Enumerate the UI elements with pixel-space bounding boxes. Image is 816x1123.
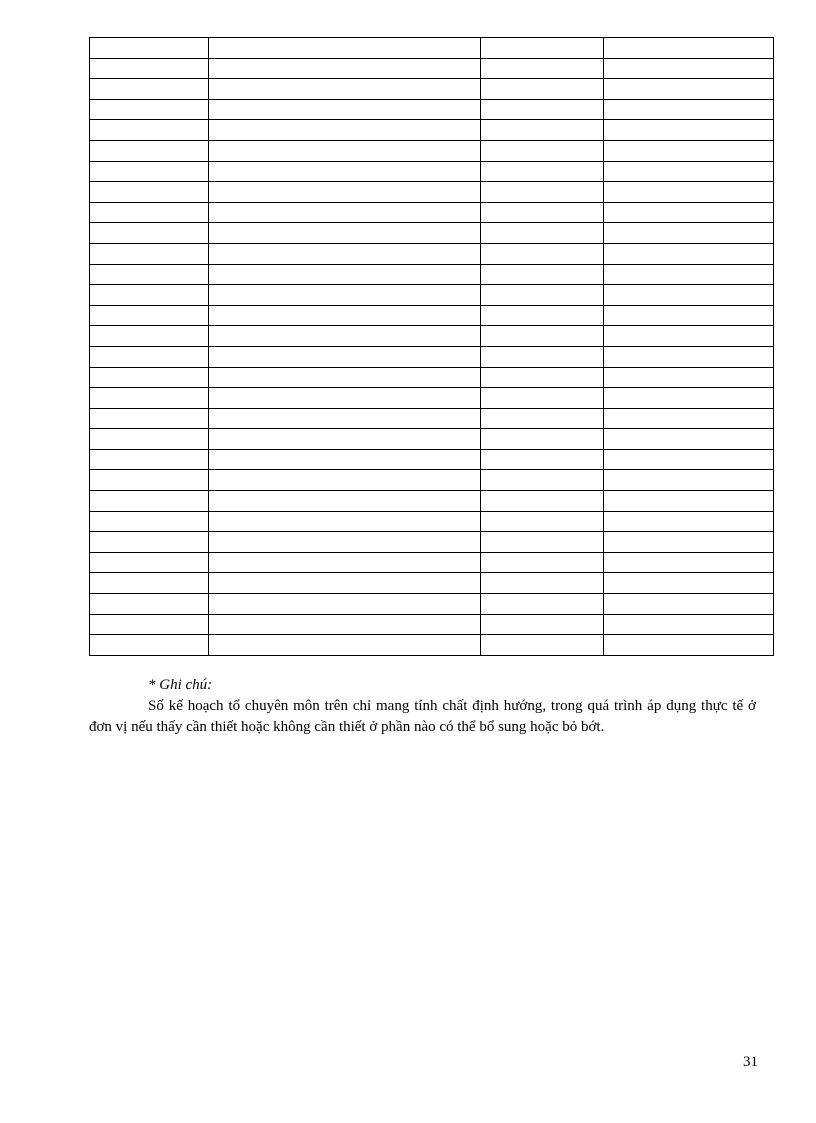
table-cell bbox=[90, 367, 209, 388]
table-cell bbox=[209, 573, 481, 594]
table-cell bbox=[90, 120, 209, 141]
table-cell bbox=[209, 449, 481, 470]
table-row bbox=[90, 326, 774, 347]
table-cell bbox=[604, 161, 774, 182]
table-cell bbox=[90, 58, 209, 79]
table-cell bbox=[90, 99, 209, 120]
table-cell bbox=[209, 511, 481, 532]
table-cell bbox=[209, 161, 481, 182]
table-cell bbox=[209, 38, 481, 59]
table-cell bbox=[209, 120, 481, 141]
table-cell bbox=[90, 140, 209, 161]
table-row bbox=[90, 470, 774, 491]
table-cell bbox=[481, 120, 604, 141]
table-cell bbox=[481, 449, 604, 470]
table-cell bbox=[90, 552, 209, 573]
table-cell bbox=[604, 326, 774, 347]
table-cell bbox=[604, 305, 774, 326]
table-cell bbox=[604, 367, 774, 388]
table-row bbox=[90, 511, 774, 532]
table-cell bbox=[90, 305, 209, 326]
table-cell bbox=[209, 285, 481, 306]
table-row bbox=[90, 58, 774, 79]
table-cell bbox=[90, 408, 209, 429]
table-cell bbox=[209, 532, 481, 553]
table-cell bbox=[209, 614, 481, 635]
table-row bbox=[90, 120, 774, 141]
grid-table-body bbox=[90, 38, 774, 656]
table-cell bbox=[604, 264, 774, 285]
table-cell bbox=[604, 594, 774, 615]
table-row bbox=[90, 429, 774, 450]
table-cell bbox=[90, 264, 209, 285]
table-row bbox=[90, 614, 774, 635]
table-row bbox=[90, 38, 774, 59]
table-cell bbox=[90, 532, 209, 553]
table-cell bbox=[209, 202, 481, 223]
table-row bbox=[90, 223, 774, 244]
table-cell bbox=[90, 449, 209, 470]
note-section bbox=[89, 675, 756, 738]
table-cell bbox=[209, 346, 481, 367]
table-row bbox=[90, 243, 774, 264]
table-row bbox=[90, 305, 774, 326]
empty-grid-table bbox=[89, 37, 774, 656]
table-cell bbox=[209, 326, 481, 347]
table-cell bbox=[481, 58, 604, 79]
table-row bbox=[90, 594, 774, 615]
table-row bbox=[90, 140, 774, 161]
table-cell bbox=[481, 594, 604, 615]
table-cell bbox=[481, 182, 604, 203]
table-row bbox=[90, 408, 774, 429]
table-cell bbox=[604, 202, 774, 223]
table-cell bbox=[604, 491, 774, 512]
table-cell bbox=[481, 470, 604, 491]
table-cell bbox=[481, 161, 604, 182]
table-row bbox=[90, 99, 774, 120]
table-cell bbox=[604, 470, 774, 491]
table-cell bbox=[604, 552, 774, 573]
table-cell bbox=[604, 449, 774, 470]
table-cell bbox=[90, 326, 209, 347]
table-cell bbox=[481, 140, 604, 161]
table-cell bbox=[481, 429, 604, 450]
table-row bbox=[90, 182, 774, 203]
table-cell bbox=[481, 305, 604, 326]
table-cell bbox=[604, 243, 774, 264]
table-cell bbox=[90, 285, 209, 306]
table-cell bbox=[481, 38, 604, 59]
table-cell bbox=[209, 223, 481, 244]
table-row bbox=[90, 635, 774, 656]
table-cell bbox=[90, 491, 209, 512]
table-cell bbox=[481, 202, 604, 223]
table-cell bbox=[604, 573, 774, 594]
table-cell bbox=[481, 264, 604, 285]
table-cell bbox=[481, 552, 604, 573]
table-cell bbox=[209, 99, 481, 120]
table-cell bbox=[90, 202, 209, 223]
table-cell bbox=[481, 79, 604, 100]
page-number: 31 bbox=[743, 1054, 758, 1070]
table-cell bbox=[481, 388, 604, 409]
table-cell bbox=[604, 532, 774, 553]
table-cell bbox=[90, 38, 209, 59]
table-cell bbox=[209, 243, 481, 264]
table-cell bbox=[209, 58, 481, 79]
table-cell bbox=[90, 388, 209, 409]
table-cell bbox=[90, 511, 209, 532]
table-cell bbox=[90, 243, 209, 264]
table-cell bbox=[90, 223, 209, 244]
table-cell bbox=[209, 594, 481, 615]
table-row bbox=[90, 161, 774, 182]
table-cell bbox=[209, 264, 481, 285]
table-cell bbox=[209, 635, 481, 656]
table-cell bbox=[604, 120, 774, 141]
table-cell bbox=[604, 635, 774, 656]
table-cell bbox=[209, 367, 481, 388]
table-cell bbox=[604, 79, 774, 100]
table-cell bbox=[481, 491, 604, 512]
table-cell bbox=[90, 161, 209, 182]
table-cell bbox=[481, 346, 604, 367]
table-cell bbox=[604, 140, 774, 161]
table-cell bbox=[90, 429, 209, 450]
table-cell bbox=[604, 58, 774, 79]
table-cell bbox=[481, 532, 604, 553]
table-row bbox=[90, 573, 774, 594]
table-row bbox=[90, 491, 774, 512]
table-cell bbox=[481, 635, 604, 656]
note-title: * Ghi chú: bbox=[148, 677, 213, 693]
table-cell bbox=[90, 594, 209, 615]
table-row bbox=[90, 202, 774, 223]
table-cell bbox=[604, 614, 774, 635]
table-cell bbox=[90, 614, 209, 635]
table-cell bbox=[209, 388, 481, 409]
table-cell bbox=[209, 470, 481, 491]
table-cell bbox=[481, 243, 604, 264]
table-cell bbox=[90, 573, 209, 594]
table-cell bbox=[90, 182, 209, 203]
table-row bbox=[90, 552, 774, 573]
table-cell bbox=[209, 408, 481, 429]
table-cell bbox=[481, 285, 604, 306]
table-cell bbox=[209, 182, 481, 203]
table-cell bbox=[209, 140, 481, 161]
table-row bbox=[90, 264, 774, 285]
table-cell bbox=[90, 346, 209, 367]
table-cell bbox=[90, 79, 209, 100]
table-cell bbox=[209, 552, 481, 573]
table-cell bbox=[604, 223, 774, 244]
table-cell bbox=[209, 429, 481, 450]
table-cell bbox=[481, 408, 604, 429]
table-cell bbox=[604, 182, 774, 203]
note-body: Số kế hoạch tổ chuyên môn trên chỉ mang tính chất định hướng, trong quá trình áp dụng thực tế ở đơn vị nếu thấy cần thiết hoặc không cần thiết ở phần nào có thể bổ sung hoặc bỏ bớt. bbox=[89, 698, 756, 735]
table-cell bbox=[604, 511, 774, 532]
table-cell bbox=[604, 388, 774, 409]
table-cell bbox=[481, 614, 604, 635]
table-cell bbox=[481, 573, 604, 594]
table-row bbox=[90, 79, 774, 100]
table-cell bbox=[481, 511, 604, 532]
table-cell bbox=[604, 99, 774, 120]
table-cell bbox=[481, 99, 604, 120]
table-cell bbox=[209, 79, 481, 100]
table-row bbox=[90, 388, 774, 409]
table-cell bbox=[209, 491, 481, 512]
table-cell bbox=[604, 38, 774, 59]
table-cell bbox=[604, 408, 774, 429]
table-cell bbox=[90, 470, 209, 491]
table-row bbox=[90, 532, 774, 553]
table-row bbox=[90, 449, 774, 470]
table-row bbox=[90, 346, 774, 367]
table-cell bbox=[90, 635, 209, 656]
table-cell bbox=[481, 326, 604, 347]
table-row bbox=[90, 367, 774, 388]
table-cell bbox=[209, 305, 481, 326]
table-cell bbox=[481, 367, 604, 388]
table-cell bbox=[604, 429, 774, 450]
table-cell bbox=[604, 285, 774, 306]
table-cell bbox=[481, 223, 604, 244]
table-row bbox=[90, 285, 774, 306]
table-cell bbox=[604, 346, 774, 367]
